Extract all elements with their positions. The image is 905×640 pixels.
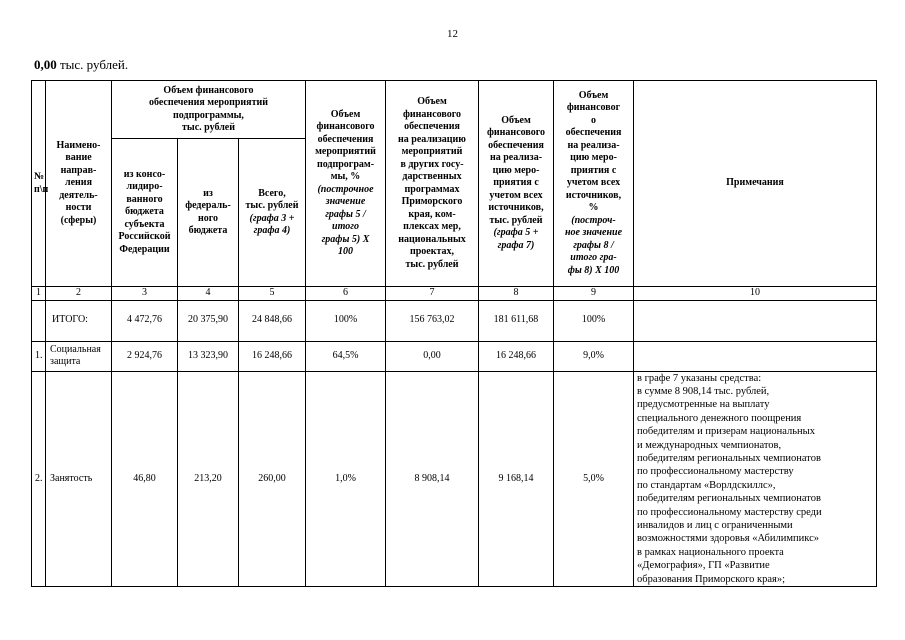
column-number: 10 xyxy=(634,287,877,301)
column-number: 7 xyxy=(386,287,479,301)
column-number: 4 xyxy=(178,287,239,301)
header-col-share xyxy=(306,81,386,287)
total-row xyxy=(32,300,877,341)
total-notes xyxy=(634,300,877,341)
column-number: 8 xyxy=(479,287,554,301)
row-other: 8 908,14 xyxy=(386,371,479,587)
header-col-total-formula: (графа 3 + графа 4) xyxy=(249,212,295,236)
header-col-all-share-formula: (построч- ное значение графы 8 / итого гра- фы 8) X 100 xyxy=(564,214,623,276)
total-consolidated: 4 472,76 xyxy=(112,300,178,341)
row-share: 1,0% xyxy=(306,371,386,587)
row-notes: в графе 7 указаны средства: в сумме 8 908,14 тыс. рублей, предусмотренные на выплату специального денежного поощрения победителям и призерам национальных и международных чемпионатов, победителям региональных чемпионатов по профессиональному мастерству по стандартам «Ворлдскиллс», победителям региональных чемпионатов по профессиональному мастерству среди инвалидов и лиц с ограниченными возможностями здоровья «Абилимпикс» в рамках национального проекта «Демография», ГП «Развитие образования Приморского края»; xyxy=(634,371,877,587)
total-share: 100% xyxy=(306,300,386,341)
row-other: 0,00 xyxy=(386,341,479,371)
header-col-federal: из федераль- ного бюджета xyxy=(178,139,239,287)
row-all: 9 168,14 xyxy=(479,371,554,587)
total-all-share: 100% xyxy=(554,300,634,341)
header-row-1 xyxy=(32,81,877,139)
page-number: 12 xyxy=(447,28,458,40)
header-col-total-main: Всего, тыс. рублей xyxy=(245,187,299,211)
row-index: 1. xyxy=(32,341,46,371)
row-federal: 13 323,90 xyxy=(178,341,239,371)
row-total: 260,00 xyxy=(239,371,306,587)
row-all: 16 248,66 xyxy=(479,341,554,371)
header-col-name: Наимено- вание направ- ления деятель- ности (сферы) xyxy=(46,81,112,287)
column-number: 1 xyxy=(32,287,46,301)
column-number: 2 xyxy=(46,287,112,301)
header-col-all-share xyxy=(554,81,634,287)
total-idx xyxy=(32,300,46,341)
total-federal: 20 375,90 xyxy=(178,300,239,341)
row-notes xyxy=(634,341,877,371)
total-other: 156 763,02 xyxy=(386,300,479,341)
row-total: 16 248,66 xyxy=(239,341,306,371)
financing-table xyxy=(31,80,877,587)
row-share: 64,5% xyxy=(306,341,386,371)
total-sum: 24 848,66 xyxy=(239,300,306,341)
row-consolidated: 2 924,76 xyxy=(112,341,178,371)
total-label: ИТОГО: xyxy=(46,300,112,341)
header-col-all xyxy=(479,81,554,287)
header-col-share-formula: (построчное значение графы 5 / итого графы 5) X 100 xyxy=(317,183,374,257)
total-all: 181 611,68 xyxy=(479,300,554,341)
header-col-all-formula: (графа 5 + графа 7) xyxy=(493,227,539,251)
header-col-total xyxy=(239,139,306,287)
table-row xyxy=(32,341,877,371)
column-number: 6 xyxy=(306,287,386,301)
header-col-notes: Примечания xyxy=(634,81,877,287)
row-all-share: 9,0% xyxy=(554,341,634,371)
header-col-all-share-main: Объем финансовог о обеспечения на реализа- цию меро- приятия с учетом всех источников, % xyxy=(565,89,622,214)
table-row xyxy=(32,371,877,587)
lead-unit: тыс. рублей. xyxy=(56,57,129,72)
header-col-no: № п\п xyxy=(32,81,46,287)
lead-amount: 0,00 xyxy=(34,57,57,72)
row-name: Социальная защита xyxy=(46,341,112,371)
column-number: 5 xyxy=(239,287,306,301)
row-index: 2. xyxy=(32,371,46,587)
header-col-other: Объем финансового обеспечения на реализацию мероприятий в других госу- дарственных программах Приморского края, ком- плексах мер, национальных проектах, тыс. рублей xyxy=(386,81,479,287)
row-federal: 213,20 xyxy=(178,371,239,587)
column-number: 3 xyxy=(112,287,178,301)
header-group-title: Объем финансового обеспечения мероприятий подпрограммы, тыс. рублей xyxy=(112,81,306,139)
row-consolidated: 46,80 xyxy=(112,371,178,587)
header-col-all-main: Объем финансового обеспечения на реализа- цию меро- приятия с учетом всех источников, тыс. рублей xyxy=(486,114,546,226)
row-name: Занятость xyxy=(46,371,112,587)
header-col-consolidated: из консо- лидиро- ванного бюджета субъекта Российской Федерации xyxy=(112,139,178,287)
lead-line xyxy=(34,57,128,73)
header-col-share-main: Объем финансового обеспечения мероприятий подпрограм- мы, % xyxy=(315,108,376,182)
column-number: 9 xyxy=(554,287,634,301)
row-all-share: 5,0% xyxy=(554,371,634,587)
column-number-row xyxy=(32,287,877,301)
